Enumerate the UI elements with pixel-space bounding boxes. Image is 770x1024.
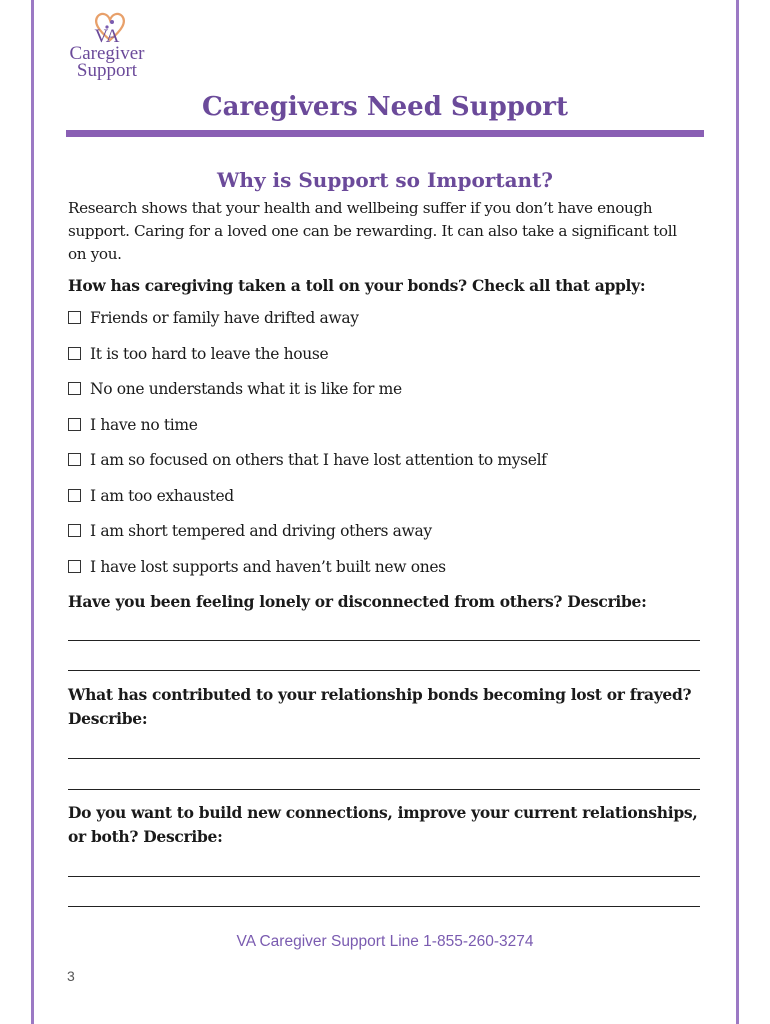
checkbox-option[interactable] <box>68 522 432 540</box>
answer-line[interactable] <box>68 758 700 759</box>
checkbox-label: I am so focused on others that I have lost attention to myself <box>90 451 547 469</box>
logo-line-va: VA <box>94 26 120 47</box>
answer-line[interactable] <box>68 906 700 907</box>
logo-line-support: Support <box>76 60 138 81</box>
question-toll-on-bonds: How has caregiving taken a toll on your bonds? Check all that apply: <box>68 276 646 295</box>
question-new-connections: Do you want to build new connections, improve your current relationships, or both? Describe: <box>68 803 698 846</box>
checkbox-icon[interactable] <box>68 489 81 502</box>
answer-line[interactable] <box>68 789 700 790</box>
checkbox-option[interactable] <box>68 487 234 505</box>
title-divider <box>66 130 704 137</box>
checkbox-icon[interactable] <box>68 382 81 395</box>
checkbox-icon[interactable] <box>68 347 81 360</box>
page-border-right <box>736 0 739 1024</box>
question-bonds-lost: What has contributed to your relationship bonds becoming lost or frayed? Describe: <box>68 685 692 728</box>
support-line-footer: VA Caregiver Support Line 1-855-260-3274 <box>236 933 534 950</box>
logo-line-caregiver: Caregiver <box>69 43 145 64</box>
checkbox-option[interactable] <box>68 309 359 327</box>
answer-line[interactable] <box>68 670 700 671</box>
checkbox-option[interactable] <box>68 345 328 363</box>
checkbox-label: Friends or family have drifted away <box>90 309 359 327</box>
answer-line[interactable] <box>68 640 700 641</box>
checkbox-option[interactable] <box>68 380 402 398</box>
checkbox-label: I have lost supports and haven’t built new ones <box>90 558 446 576</box>
checkbox-label: No one understands what it is like for me <box>90 380 402 398</box>
checkbox-icon[interactable] <box>68 311 81 324</box>
checkbox-option[interactable] <box>68 416 198 434</box>
intro-paragraph: Research shows that your health and wellbeing suffer if you don’t have enough support. Caring for a loved one can be rewarding. It can also take a significant toll on you. <box>68 199 677 263</box>
page-border-left <box>31 0 34 1024</box>
checkbox-option[interactable] <box>68 451 547 469</box>
checkbox-icon[interactable] <box>68 453 81 466</box>
checkbox-label: I have no time <box>90 416 198 434</box>
checkbox-label: I am too exhausted <box>90 487 234 505</box>
page-number: 3 <box>67 968 75 984</box>
checkbox-icon[interactable] <box>68 560 81 573</box>
question-lonely: Have you been feeling lonely or disconnected from others? Describe: <box>68 592 647 611</box>
checkbox-icon[interactable] <box>68 524 81 537</box>
checkbox-label: I am short tempered and driving others away <box>90 522 432 540</box>
checkbox-option[interactable] <box>68 558 446 576</box>
section-subtitle: Why is Support so Important? <box>216 168 554 192</box>
checkbox-label: It is too hard to leave the house <box>90 345 329 363</box>
page-title: Caregivers Need Support <box>201 92 569 122</box>
va-caregiver-support-logo <box>66 8 148 82</box>
answer-line[interactable] <box>68 876 700 877</box>
checkbox-icon[interactable] <box>68 418 81 431</box>
